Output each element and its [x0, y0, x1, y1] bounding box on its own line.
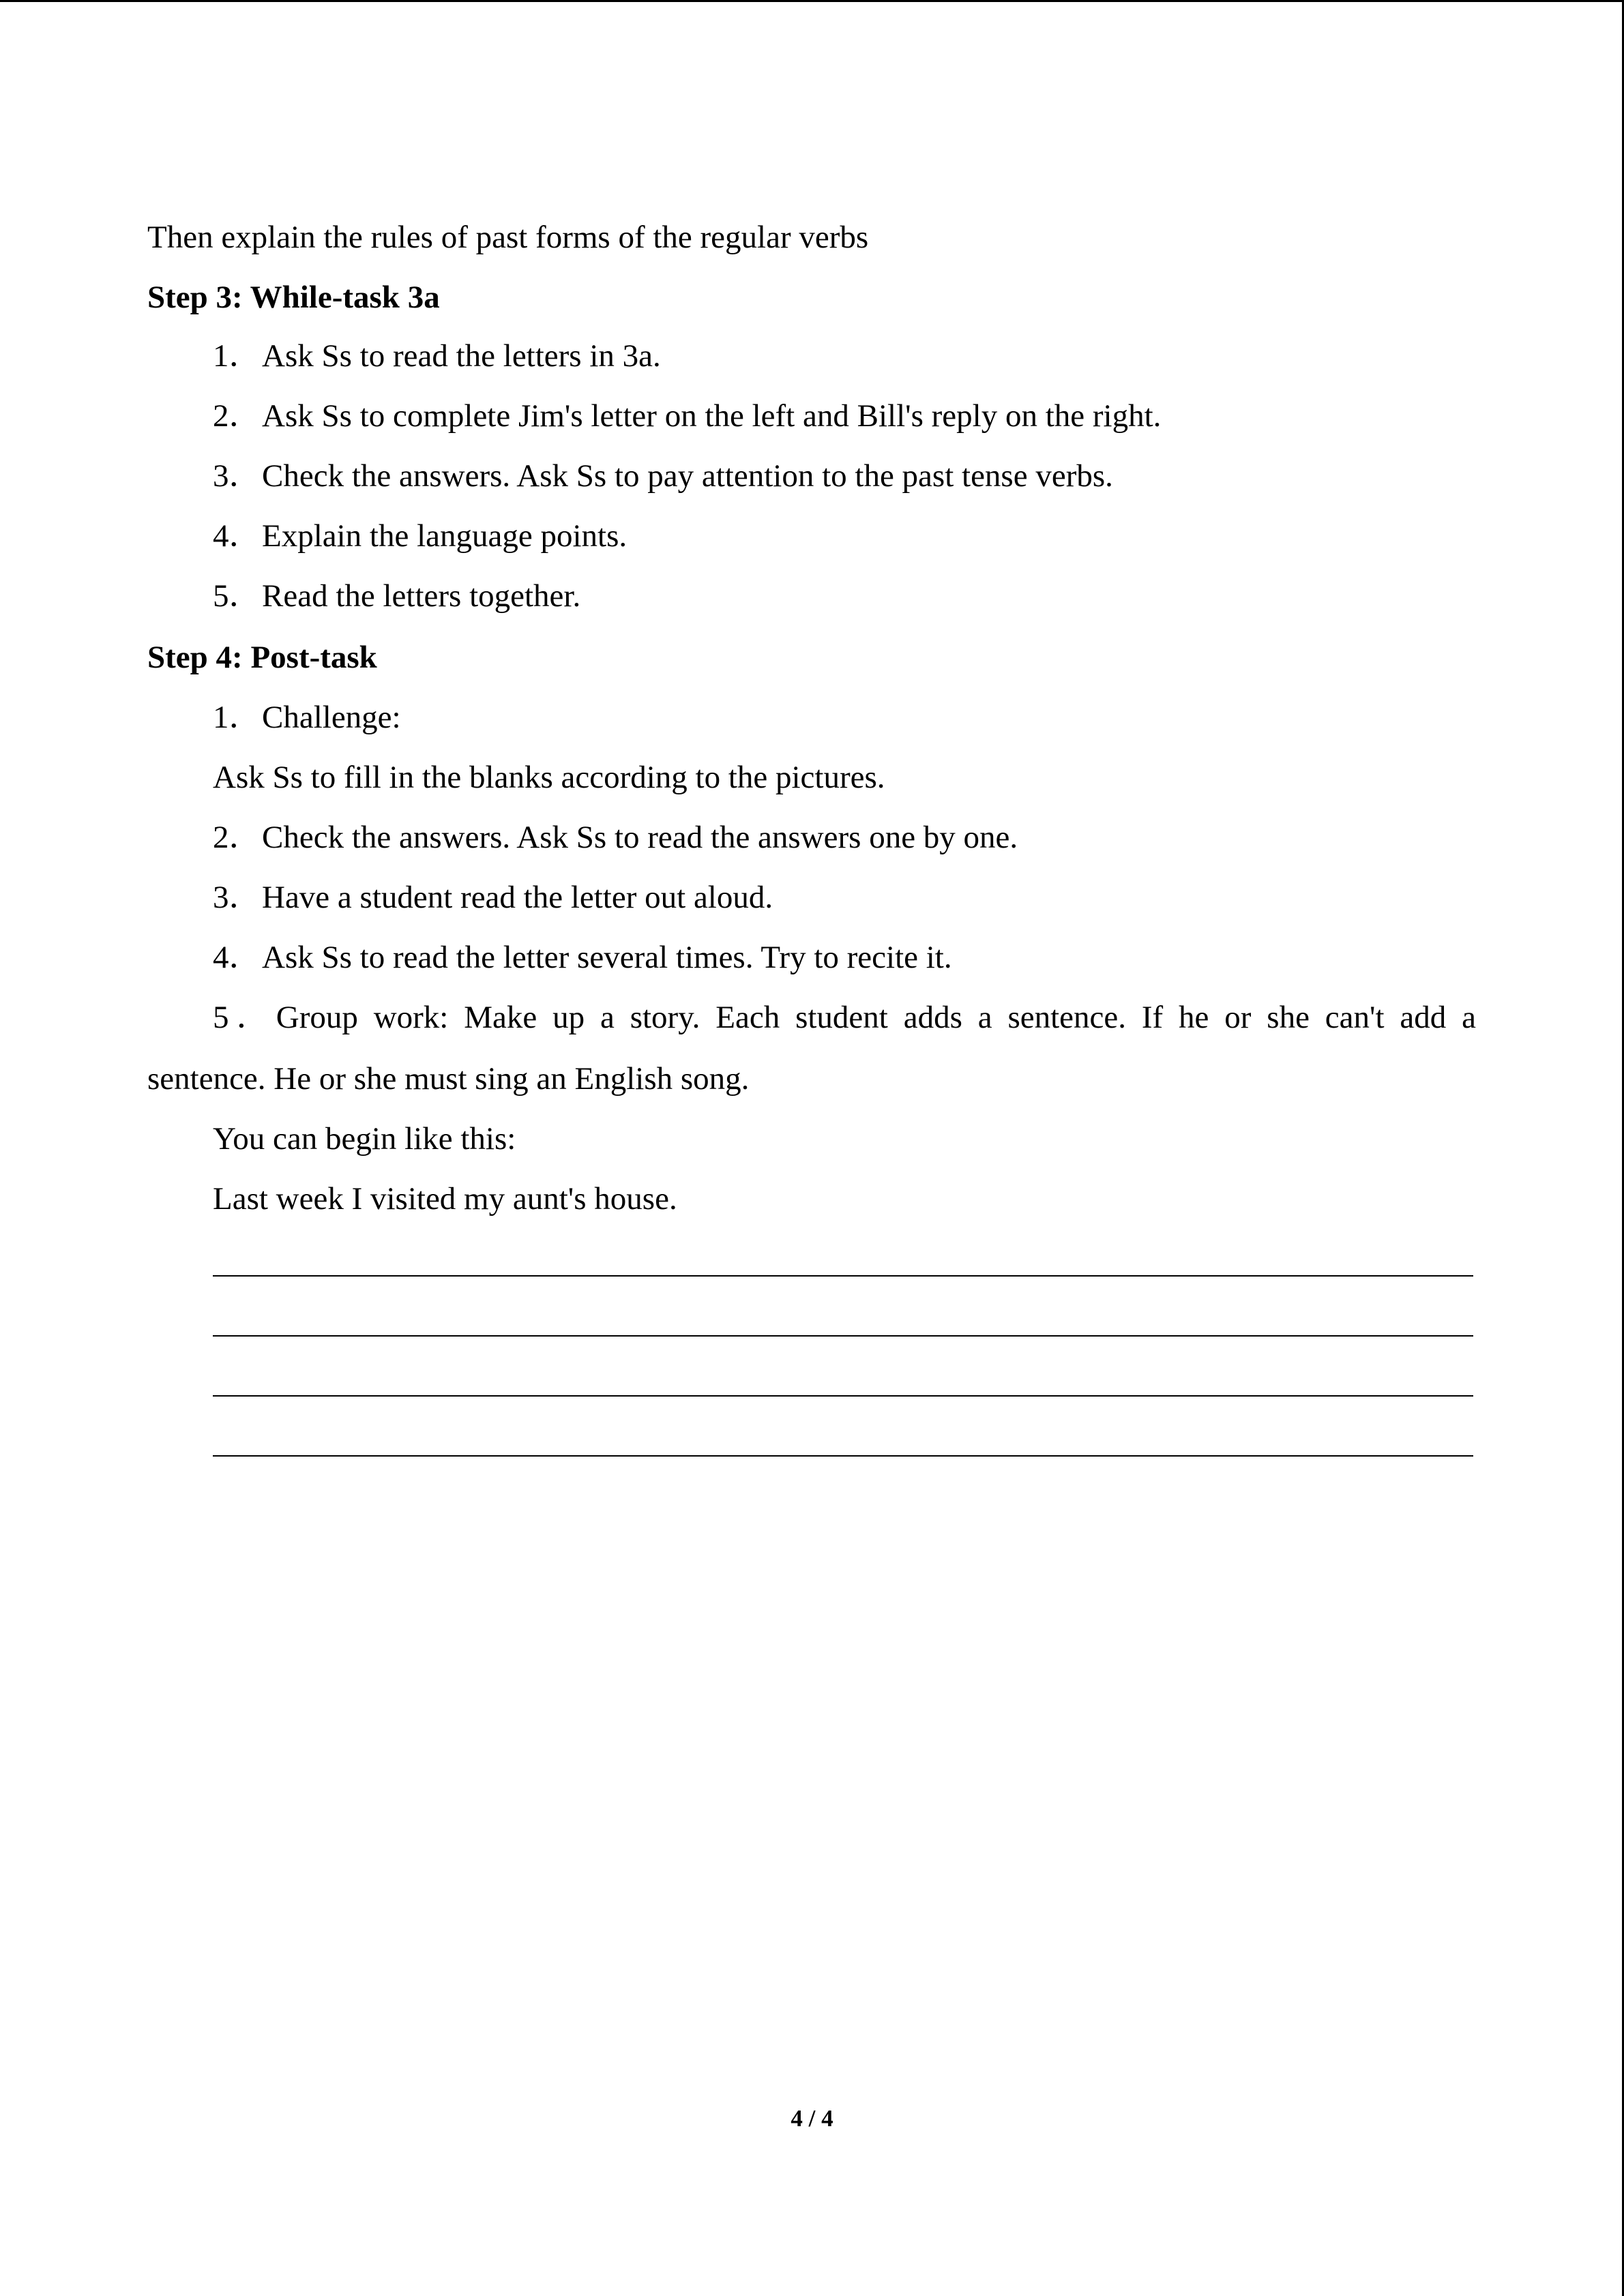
item-text: Group work: Make up a story. Each student adds a sentence. If he or she can't add a — [276, 1000, 1477, 1035]
item-number: 4． — [213, 518, 261, 554]
step3-item-3 — [213, 457, 1113, 495]
item-number: 5． — [213, 578, 261, 614]
intro-line: Then explain the rules of past forms of the regular verbs — [147, 220, 869, 255]
answer-line[interactable] — [213, 1395, 1473, 1397]
step4-item-5-line2: sentence. He or she must sing an English song. — [147, 1061, 750, 1097]
item-text: Explain the language points. — [262, 518, 628, 554]
item-text: Check the answers. Ask Ss to pay attention to the past tense verbs. — [262, 458, 1113, 494]
answer-line[interactable] — [213, 1275, 1473, 1277]
step3-item-4 — [213, 517, 627, 555]
item-number: 2． — [213, 398, 261, 434]
item-text: Check the answers. Ask Ss to read the answers one by one. — [262, 820, 1018, 855]
challenge-text: Ask Ss to fill in the blanks according to the pictures. — [213, 760, 885, 795]
step3-item-2 — [213, 397, 1161, 435]
item-text: Read the letters together. — [262, 578, 581, 614]
item-number: 3． — [213, 458, 261, 494]
step4-item-4 — [213, 938, 952, 976]
answer-line[interactable] — [213, 1455, 1473, 1457]
item-text: Challenge: — [262, 700, 401, 735]
begin-prompt: You can begin like this: — [213, 1121, 516, 1157]
step3-item-5 — [213, 577, 580, 615]
step3-heading: Step 3: While-task 3a — [147, 280, 440, 315]
item-number: 3． — [213, 880, 261, 915]
step4-item-3 — [213, 878, 773, 916]
answer-line[interactable] — [213, 1335, 1473, 1337]
item-text: Ask Ss to complete Jim's letter on the left and Bill's reply on the right. — [262, 398, 1162, 434]
item-text: Ask Ss to read the letters in 3a. — [262, 338, 661, 374]
item-number: 4． — [213, 940, 261, 975]
page-border-top — [0, 0, 1624, 2]
item-text: Ask Ss to read the letter several times. Try to recite it. — [262, 940, 952, 975]
step4-item-1 — [213, 698, 401, 736]
step4-heading: Step 4: Post-task — [147, 640, 377, 675]
page-number: 4 / 4 — [791, 2105, 833, 2132]
step3-item-1 — [213, 337, 661, 375]
item-number: 2． — [213, 820, 261, 855]
item-number: 1． — [213, 338, 261, 374]
item-text: Have a student read the letter out aloud. — [262, 880, 773, 915]
step4-item-5-line1 — [213, 998, 1476, 1037]
item-number: 5． — [213, 1000, 276, 1035]
begin-sentence: Last week I visited my aunt's house. — [213, 1181, 677, 1217]
item-number: 1． — [213, 700, 261, 735]
step4-item-2 — [213, 818, 1018, 856]
